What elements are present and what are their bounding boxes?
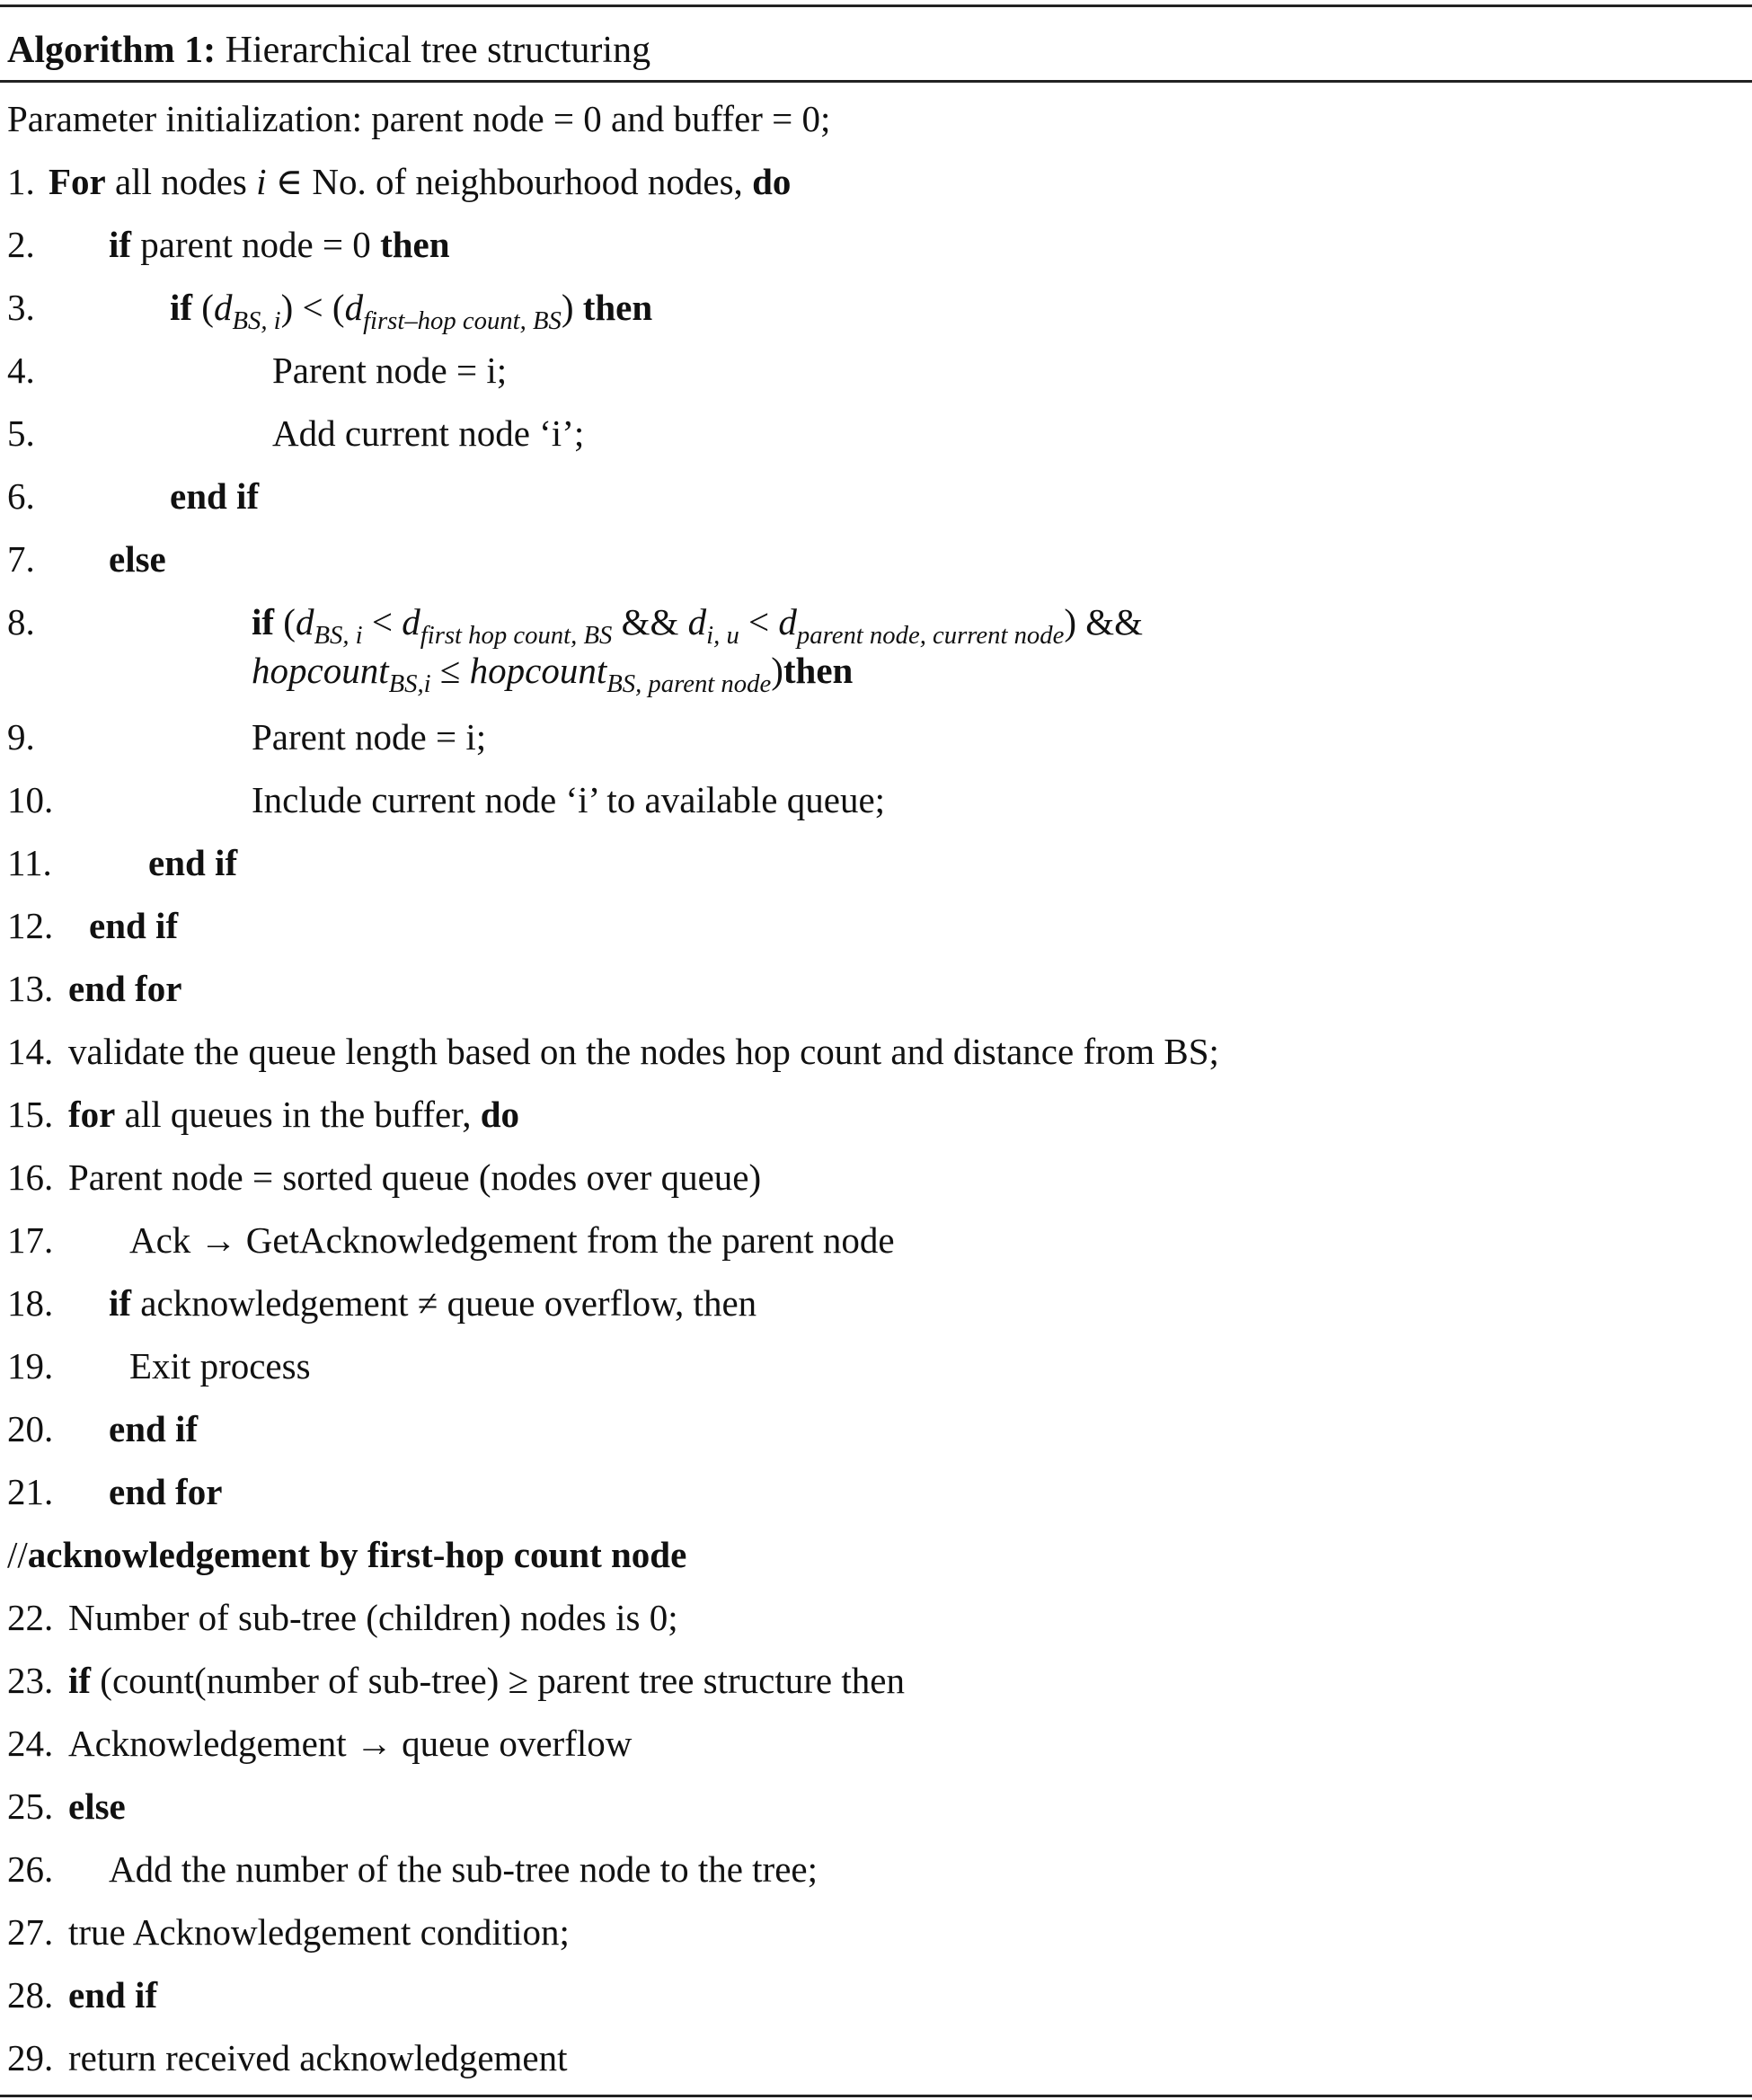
init-line: Parameter initialization: parent node = 0 and buffer = 0; bbox=[7, 98, 831, 139]
top-rule bbox=[0, 4, 1752, 7]
header-rule bbox=[0, 80, 1752, 83]
bottom-rule bbox=[0, 2095, 1752, 2097]
algorithm-title: Algorithm 1: Hierarchical tree structuring bbox=[7, 30, 651, 71]
